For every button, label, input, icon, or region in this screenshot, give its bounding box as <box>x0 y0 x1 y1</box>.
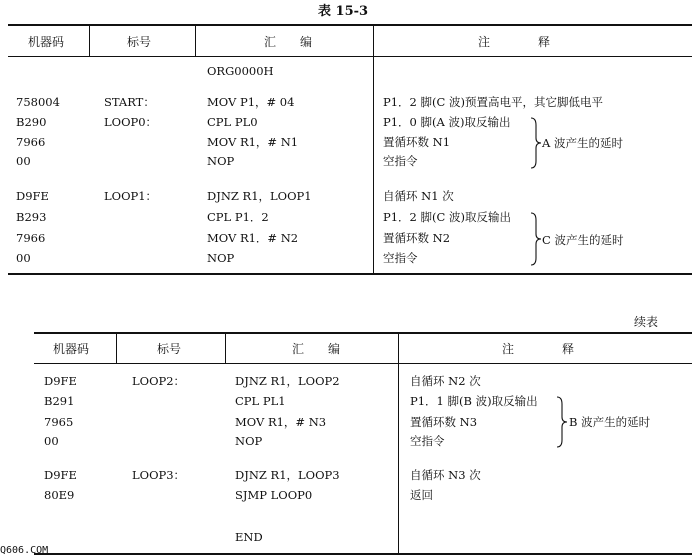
assembly: END <box>235 530 263 544</box>
table2-header-code: 机器码 <box>53 342 90 356</box>
table1-title: 表 15-3 <box>318 4 369 19</box>
machine-code: 7965 <box>44 415 74 429</box>
machine-code: 00 <box>44 434 59 448</box>
machine-code: 00 <box>16 154 31 168</box>
watermark: Q606.COM <box>0 545 49 556</box>
table1-col-divider <box>373 25 374 274</box>
table2-top-rule <box>34 332 692 334</box>
brace-a-icon <box>530 117 542 169</box>
assembly: CPL PL0 <box>207 115 258 129</box>
brace-c-icon <box>530 212 542 266</box>
comment: P1．2 脚(C 波)预置高电平，其它脚低电平 <box>383 95 603 109</box>
brace-note-b: B 波产生的延时 <box>569 415 651 429</box>
table1-header-note: 注 释 <box>478 35 551 49</box>
assembly: MOV P1，# 04 <box>207 95 295 109</box>
table1-top-rule <box>8 24 692 26</box>
machine-code: B293 <box>16 210 47 224</box>
table2-header-note: 注 释 <box>502 342 575 356</box>
comment: P1．2 脚(C 波)取反输出 <box>383 210 511 224</box>
assembly: NOP <box>207 154 235 168</box>
comment: 置循环数 N2 <box>383 231 451 245</box>
machine-code: 00 <box>16 251 31 265</box>
label: START： <box>104 95 155 109</box>
assembly: CPL PL1 <box>235 394 286 408</box>
assembly: MOV R1，# N1 <box>207 135 299 149</box>
brace-note-c: C 波产生的延时 <box>542 233 624 247</box>
machine-code: D9FE <box>44 468 77 482</box>
machine-code: 7966 <box>16 135 46 149</box>
machine-code: B290 <box>16 115 47 129</box>
table2-col-divider <box>398 333 399 554</box>
assembly: NOP <box>235 434 263 448</box>
comment: 空指令 <box>383 251 418 265</box>
table2-header-asm: 汇 编 <box>292 342 341 356</box>
comment: P1．0 脚(A 波)取反输出 <box>383 115 511 129</box>
machine-code: 758004 <box>16 95 60 109</box>
table2-title: 续表 <box>634 315 659 329</box>
comment: 自循环 N3 次 <box>410 468 481 482</box>
machine-code: 7966 <box>16 231 46 245</box>
comment: P1．1 脚(B 波)取反输出 <box>410 394 538 408</box>
label: LOOP3： <box>132 468 186 482</box>
comment: 空指令 <box>383 154 418 168</box>
assembly: DJNZ R1，LOOP3 <box>235 468 340 482</box>
assembly: SJMP LOOP0 <box>235 488 313 502</box>
table1-header-asm: 汇 编 <box>264 35 313 49</box>
comment: 置循环数 N1 <box>383 135 451 149</box>
machine-code: D9FE <box>44 374 77 388</box>
table2-bottom-rule <box>34 553 692 555</box>
comment: 空指令 <box>410 434 445 448</box>
assembly: NOP <box>207 251 235 265</box>
assembly: DJNZ R1，LOOP2 <box>235 374 340 388</box>
comment: 自循环 N1 次 <box>383 189 454 203</box>
machine-code: B291 <box>44 394 75 408</box>
table1-header-label: 标号 <box>127 35 152 49</box>
table2-header-rule <box>34 363 692 364</box>
org-directive: ORG0000H <box>207 64 274 78</box>
assembly: MOV R1．# N2 <box>207 231 299 245</box>
brace-note-a: A 波产生的延时 <box>542 136 623 150</box>
table1-col-divider <box>195 25 196 56</box>
label: LOOP2： <box>132 374 186 388</box>
table2-header-label: 标号 <box>157 342 182 356</box>
comment: 自循环 N2 次 <box>410 374 481 388</box>
machine-code: 80E9 <box>44 488 75 502</box>
table2-col-divider <box>116 333 117 363</box>
machine-code: D9FE <box>16 189 49 203</box>
label: LOOP0： <box>104 115 158 129</box>
table1-col-divider <box>89 25 90 56</box>
table1-header-rule <box>8 56 692 57</box>
assembly: DJNZ R1，LOOP1 <box>207 189 312 203</box>
table2-col-divider <box>225 333 226 363</box>
comment: 置循环数 N3 <box>410 415 478 429</box>
assembly: CPL P1．2 <box>207 210 269 224</box>
assembly: MOV R1，# N3 <box>235 415 327 429</box>
label: LOOP1： <box>104 189 158 203</box>
table1-bottom-rule <box>8 273 692 275</box>
comment: 返回 <box>410 488 433 502</box>
brace-b-icon <box>556 396 568 448</box>
table1-header-code: 机器码 <box>28 35 65 49</box>
